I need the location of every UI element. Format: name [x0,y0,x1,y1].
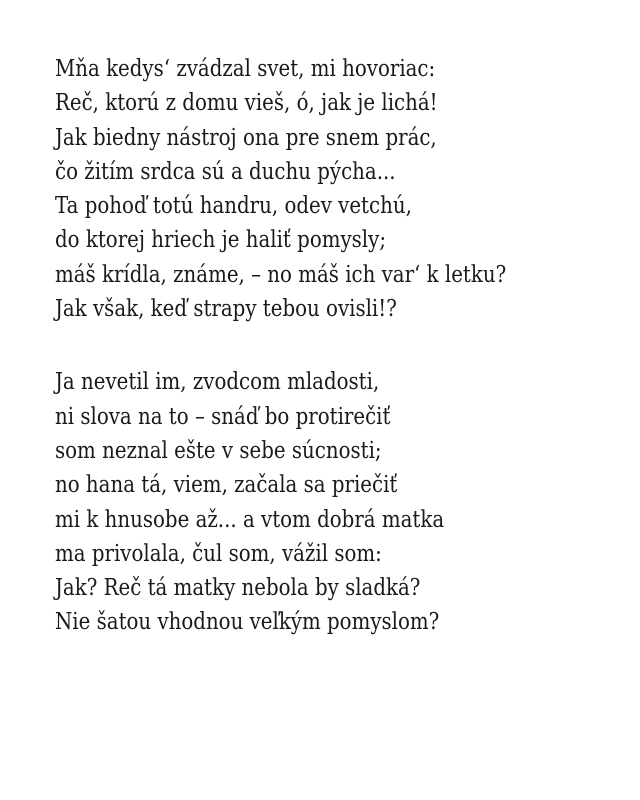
stanza-1 [55,52,625,326]
poem-line: ma privolala, čul som, vážil som: [55,540,382,567]
poem-text [55,52,625,640]
poem-line: ni slova na to – snáď bo protirečiť [55,403,391,430]
poem-line: Mňa kedys‘ zvádzal svet, mi hovoriac: [55,56,436,82]
poem-line: čo žitím srdca sú a duchu pýcha... [55,158,396,185]
poem-line: Jak však, keď strapy tebou ovisli!? [55,296,397,323]
poem-line: mi k hnusobe až... a vtom dobrá matka [55,506,445,533]
poem-line: Reč, ktorú z domu vieš, ó, jak je lichá! [55,90,438,117]
poem-line: máš krídla, známe, – no máš ich var‘ k letku? [55,261,507,288]
poem-line: do ktorej hriech je haliť pomysly; [55,227,386,254]
poem-line: Ta pohoď totú handru, odev vetchú, [55,193,412,220]
poem-line: Jak? Reč tá matky nebola by sladká? [55,575,421,602]
poem-line: som neznal ešte v sebe súcnosti; [55,437,382,464]
stanza-2 [55,365,625,639]
poem-line: no hana tá, viem, začala sa priečiť [55,472,398,499]
poem-line: Jak biedny nástroj ona pre snem prác, [55,124,437,151]
poem-line: Nie šatou vhodnou veľkým pomyslom? [55,609,440,636]
poem-line: Ja nevetil im, zvodcom mladosti, [55,369,380,396]
